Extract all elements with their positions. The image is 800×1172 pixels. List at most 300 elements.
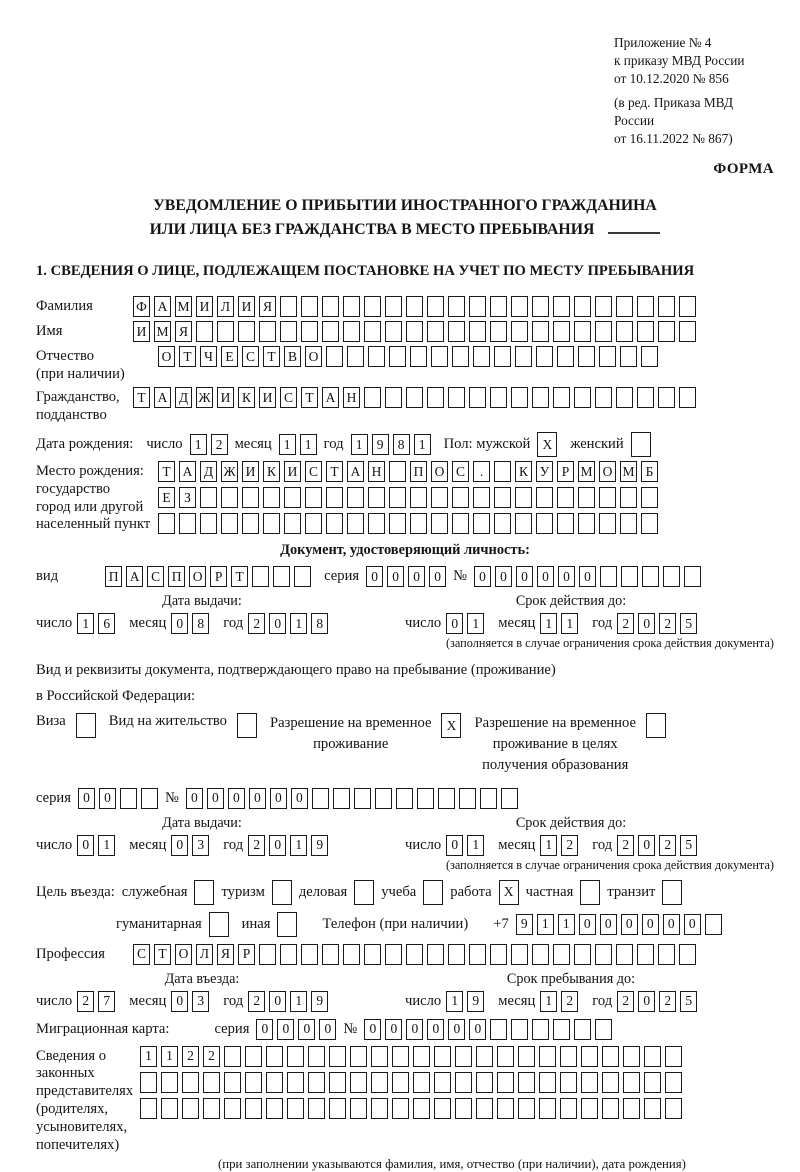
char-cell <box>620 346 637 367</box>
char-cell <box>371 1098 388 1119</box>
limited-validity-note: (заполняется в случае ограничения срока действия документа) <box>445 636 774 651</box>
char-cell: 8 <box>393 434 410 455</box>
char-cell <box>476 1098 493 1119</box>
char-cell: Л <box>196 944 213 965</box>
char-cell: О <box>305 346 322 367</box>
day-label: число <box>36 992 73 1009</box>
char-cell <box>182 1098 199 1119</box>
char-cell <box>473 487 490 508</box>
char-cell <box>553 944 570 965</box>
char-cell <box>350 1072 367 1093</box>
char-cell: 1 <box>558 914 575 935</box>
char-cell: 0 <box>600 914 617 935</box>
char-cell <box>616 296 633 317</box>
char-cell: 1 <box>351 434 368 455</box>
birth-day-cells <box>190 434 228 455</box>
char-cell: 0 <box>387 566 404 587</box>
issue-date-col <box>36 815 405 856</box>
char-cell <box>329 1072 346 1093</box>
char-cell: 0 <box>385 1019 402 1040</box>
visa-item <box>36 713 96 738</box>
char-cell <box>273 566 290 587</box>
entry-day-cells <box>77 991 115 1012</box>
char-cell <box>305 513 322 534</box>
char-cell <box>469 321 486 342</box>
char-cell <box>347 346 364 367</box>
char-cell: Р <box>238 944 255 965</box>
char-cell: 1 <box>290 835 307 856</box>
char-cell: 0 <box>537 566 554 587</box>
char-cell <box>581 1072 598 1093</box>
char-cell <box>497 1098 514 1119</box>
char-cell <box>469 944 486 965</box>
series-label: серия <box>324 568 360 585</box>
char-cell: Т <box>158 461 175 482</box>
char-cell: 1 <box>290 613 307 634</box>
char-cell <box>448 296 465 317</box>
char-cell <box>616 321 633 342</box>
month-label: месяц <box>498 992 536 1009</box>
char-cell: 0 <box>270 788 287 809</box>
char-cell <box>140 1072 157 1093</box>
year-label: год <box>223 615 244 632</box>
legal-reps-label-line: попечителях) <box>36 1136 120 1153</box>
char-cell: 1 <box>540 991 557 1012</box>
char-cell <box>76 713 96 738</box>
char-cell: Т <box>231 566 248 587</box>
permit-type-row <box>36 713 774 776</box>
char-cell <box>280 296 297 317</box>
char-cell: 1 <box>540 613 557 634</box>
char-cell <box>599 487 616 508</box>
char-cell <box>658 387 675 408</box>
char-cell <box>557 513 574 534</box>
char-cell <box>385 387 402 408</box>
char-cell <box>600 566 617 587</box>
char-cell: М <box>154 321 171 342</box>
char-cell: 0 <box>579 566 596 587</box>
char-cell <box>595 321 612 342</box>
purpose-prefix: Цель въезда: <box>36 883 115 900</box>
char-cell: О <box>431 461 448 482</box>
doc-kind-cells <box>105 566 311 587</box>
visa-label: Виза <box>36 713 66 730</box>
char-cell <box>665 1072 682 1093</box>
purpose-private-checkbox <box>580 880 600 905</box>
char-cell <box>431 346 448 367</box>
char-cell <box>473 513 490 534</box>
char-cell: С <box>452 461 469 482</box>
char-cell <box>490 296 507 317</box>
number-label: № <box>164 789 179 806</box>
char-cell <box>371 1072 388 1093</box>
char-cell <box>515 346 532 367</box>
char-cell: 1 <box>467 613 484 634</box>
char-cell: 0 <box>78 788 95 809</box>
char-cell: 0 <box>427 1019 444 1040</box>
profession-label: Профессия <box>36 945 105 962</box>
char-cell <box>599 513 616 534</box>
patronymic-row <box>36 346 774 384</box>
series-label: серия <box>214 1020 250 1037</box>
temp-permit-checkbox <box>441 713 461 738</box>
char-cell: 2 <box>659 835 676 856</box>
char-cell <box>305 487 322 508</box>
char-cell <box>364 944 381 965</box>
char-cell: С <box>305 461 322 482</box>
number-label: № <box>343 1020 358 1037</box>
char-cell <box>308 1072 325 1093</box>
char-cell <box>259 321 276 342</box>
char-cell <box>368 513 385 534</box>
char-cell <box>637 321 654 342</box>
char-cell <box>322 944 339 965</box>
temp-permit-edu-label <box>474 713 635 776</box>
char-cell <box>620 487 637 508</box>
char-cell <box>536 487 553 508</box>
char-cell <box>684 566 701 587</box>
char-cell <box>644 1046 661 1067</box>
char-cell <box>287 1072 304 1093</box>
char-cell: Л <box>217 296 234 317</box>
char-cell: 0 <box>99 788 116 809</box>
char-cell <box>308 1098 325 1119</box>
char-cell: И <box>259 387 276 408</box>
char-cell <box>140 1098 157 1119</box>
char-cell: Т <box>133 387 150 408</box>
char-cell <box>553 1019 570 1040</box>
char-cell <box>658 944 675 965</box>
char-cell <box>623 1098 640 1119</box>
char-cell <box>557 346 574 367</box>
char-cell: 0 <box>249 788 266 809</box>
char-cell <box>663 566 680 587</box>
char-cell <box>560 1072 577 1093</box>
char-cell <box>658 321 675 342</box>
char-cell <box>427 944 444 965</box>
purpose-work-checkbox <box>499 880 519 905</box>
char-cell: 0 <box>406 1019 423 1040</box>
char-cell <box>333 788 350 809</box>
migration-card-row <box>36 1019 774 1040</box>
char-cell <box>620 513 637 534</box>
char-cell <box>252 566 269 587</box>
char-cell <box>679 321 696 342</box>
char-cell: 0 <box>298 1019 315 1040</box>
char-cell <box>427 387 444 408</box>
char-cell <box>263 513 280 534</box>
char-cell <box>410 513 427 534</box>
char-cell <box>679 944 696 965</box>
purpose-other-checkbox <box>277 912 297 937</box>
char-cell <box>141 788 158 809</box>
char-cell: О <box>189 566 206 587</box>
char-cell: 0 <box>516 566 533 587</box>
char-cell <box>459 788 476 809</box>
char-cell: 0 <box>171 613 188 634</box>
patronymic-label-line: (при наличии) <box>36 365 125 382</box>
residence-series-cells <box>78 788 158 809</box>
stay-until-col <box>405 971 774 1012</box>
char-cell <box>245 1072 262 1093</box>
char-cell <box>532 1019 549 1040</box>
appendix-line: от 10.12.2020 № 856 <box>614 71 729 87</box>
birth-place-cells-row1 <box>158 461 658 482</box>
char-cell: 1 <box>98 835 115 856</box>
identity-doc-row <box>36 566 774 587</box>
temp-permit-edu-label-line: Разрешение на временное <box>474 715 636 732</box>
char-cell: С <box>147 566 164 587</box>
char-cell <box>557 487 574 508</box>
char-cell <box>641 513 658 534</box>
residence-doc-intro <box>36 658 774 709</box>
char-cell <box>642 566 659 587</box>
char-cell <box>469 296 486 317</box>
char-cell <box>511 944 528 965</box>
legal-reps-label-line: усыновителях, <box>36 1118 128 1135</box>
char-cell: 2 <box>617 991 634 1012</box>
birth-place-label-line: город или другой <box>36 498 144 515</box>
char-cell <box>518 1098 535 1119</box>
char-cell <box>455 1072 472 1093</box>
temp-permit-edu-label-line: получения образования <box>482 757 629 774</box>
char-cell: И <box>284 461 301 482</box>
char-cell <box>616 944 633 965</box>
expiry-date-group <box>405 613 774 634</box>
issue-date-heading: Дата выдачи: <box>162 593 242 610</box>
issue-month-cells <box>171 613 209 634</box>
purpose-business-checkbox <box>354 880 374 905</box>
char-cell: 0 <box>638 613 655 634</box>
citizenship-row <box>36 387 774 425</box>
char-cell: И <box>133 321 150 342</box>
migration-card-label: Миграционная карта: <box>36 1020 170 1037</box>
char-cell: 2 <box>248 835 265 856</box>
char-cell: Б <box>641 461 658 482</box>
patronymic-label <box>36 346 158 384</box>
char-cell <box>203 1098 220 1119</box>
char-cell <box>364 296 381 317</box>
expiry-month-cells <box>540 835 578 856</box>
char-cell: З <box>179 487 196 508</box>
char-cell <box>623 1046 640 1067</box>
char-cell: 1 <box>540 835 557 856</box>
char-cell <box>455 1098 472 1119</box>
char-cell: 9 <box>311 991 328 1012</box>
char-cell: 7 <box>98 991 115 1012</box>
char-cell <box>161 1072 178 1093</box>
char-cell <box>389 346 406 367</box>
char-cell: С <box>280 387 297 408</box>
purpose-option-label: транзит <box>607 883 656 900</box>
birth-year-cells <box>351 434 431 455</box>
char-cell <box>385 944 402 965</box>
char-cell <box>560 1098 577 1119</box>
char-cell: А <box>179 461 196 482</box>
char-cell: 1 <box>190 434 207 455</box>
char-cell: Т <box>326 461 343 482</box>
char-cell <box>266 1046 283 1067</box>
char-cell <box>434 1098 451 1119</box>
legal-reps-cells-row2 <box>140 1072 682 1093</box>
char-cell: Ф <box>133 296 150 317</box>
char-cell: Т <box>179 346 196 367</box>
char-cell <box>410 487 427 508</box>
char-cell <box>396 788 413 809</box>
temp-permit-edu-item <box>474 713 665 776</box>
residence-doc-intro-line2: в Российской Федерации: <box>36 687 196 704</box>
issue-month-cells <box>171 835 209 856</box>
char-cell <box>406 387 423 408</box>
year-label: год <box>323 436 344 453</box>
char-cell: 0 <box>621 914 638 935</box>
char-cell: . <box>473 461 490 482</box>
char-cell <box>574 387 591 408</box>
char-cell: 2 <box>248 613 265 634</box>
char-cell: Т <box>154 944 171 965</box>
char-cell <box>287 1046 304 1067</box>
char-cell <box>553 296 570 317</box>
revision-block <box>614 94 774 148</box>
residence-permit-label: Вид на жительство <box>108 713 227 730</box>
char-cell <box>497 1046 514 1067</box>
char-cell <box>196 321 213 342</box>
char-cell <box>194 880 214 905</box>
char-cell <box>518 1046 535 1067</box>
char-cell <box>343 296 360 317</box>
char-cell <box>448 321 465 342</box>
char-cell <box>574 944 591 965</box>
appendix-line: Приложение № 4 <box>614 35 712 50</box>
char-cell <box>602 1098 619 1119</box>
char-cell: Т <box>263 346 280 367</box>
patronymic-cells <box>158 346 658 367</box>
citizenship-cells <box>133 387 696 408</box>
char-cell <box>182 1072 199 1093</box>
char-cell <box>294 566 311 587</box>
temp-permit-edu-checkbox <box>646 713 666 738</box>
char-cell: О <box>599 461 616 482</box>
patronymic-label-line: Отчество <box>36 347 95 364</box>
entry-date-group <box>36 991 405 1012</box>
char-cell <box>266 1098 283 1119</box>
char-cell <box>646 713 666 738</box>
char-cell <box>406 321 423 342</box>
temp-permit-label-line: проживание <box>313 736 389 753</box>
char-cell: Е <box>158 487 175 508</box>
char-cell: 9 <box>372 434 389 455</box>
char-cell <box>595 944 612 965</box>
entry-stay-dates <box>36 971 774 1012</box>
char-cell <box>621 566 638 587</box>
char-cell: Д <box>200 461 217 482</box>
char-cell <box>578 513 595 534</box>
char-cell <box>221 513 238 534</box>
char-cell: 1 <box>77 613 94 634</box>
char-cell <box>375 788 392 809</box>
char-cell: Д <box>175 387 192 408</box>
surname-row <box>36 296 774 317</box>
entry-year-cells <box>248 991 328 1012</box>
char-cell: А <box>126 566 143 587</box>
char-cell: 0 <box>579 914 596 935</box>
doc-number-cells <box>474 566 701 587</box>
residence-number-cells <box>186 788 518 809</box>
char-cell: 0 <box>171 835 188 856</box>
phone-label: Телефон (при наличии) <box>322 915 469 932</box>
char-cell: 2 <box>203 1046 220 1067</box>
char-cell: 0 <box>495 566 512 587</box>
char-cell <box>238 321 255 342</box>
char-cell <box>511 296 528 317</box>
stay-year-cells <box>617 991 697 1012</box>
expiry-date-heading: Срок действия до: <box>515 593 627 610</box>
char-cell <box>417 788 434 809</box>
char-cell: Я <box>175 321 192 342</box>
residence-doc-intro-line1: Вид и реквизиты документа, подтверждающего право на пребывание (проживание) <box>36 662 556 679</box>
char-cell <box>280 321 297 342</box>
char-cell: П <box>410 461 427 482</box>
char-cell: 8 <box>311 613 328 634</box>
char-cell <box>322 296 339 317</box>
char-cell <box>511 1019 528 1040</box>
char-cell <box>364 387 381 408</box>
char-cell: 2 <box>77 991 94 1012</box>
char-cell <box>237 713 257 738</box>
char-cell: 0 <box>684 914 701 935</box>
section1-heading: 1. СВЕДЕНИЯ О ЛИЦЕ, ПОДЛЕЖАЩЕМ ПОСТАНОВКЕ НА УЧЕТ ПО МЕСТУ ПРЕБЫВАНИЯ <box>36 262 695 279</box>
char-cell <box>354 788 371 809</box>
char-cell <box>476 1072 493 1093</box>
char-cell <box>581 1046 598 1067</box>
char-cell: 3 <box>192 991 209 1012</box>
char-cell <box>179 513 196 534</box>
purpose-official-checkbox <box>194 880 214 905</box>
expiry-date-col <box>405 593 774 634</box>
char-cell: 2 <box>659 991 676 1012</box>
birth-date-label: Дата рождения: <box>36 436 134 453</box>
sex-female-label: женский <box>570 436 624 453</box>
char-cell <box>434 1072 451 1093</box>
issue-date-heading: Дата выдачи: <box>162 814 242 831</box>
day-label: число <box>36 836 73 853</box>
char-cell <box>392 1098 409 1119</box>
char-cell: С <box>133 944 150 965</box>
char-cell: И <box>238 296 255 317</box>
month-label: месяц <box>498 836 536 853</box>
char-cell <box>595 296 612 317</box>
char-cell <box>560 1046 577 1067</box>
month-label: месяц <box>129 615 167 632</box>
char-cell <box>518 1072 535 1093</box>
char-cell <box>280 944 297 965</box>
char-cell <box>350 1098 367 1119</box>
purpose-study-checkbox <box>423 880 443 905</box>
purpose-option-label: работа <box>450 883 492 900</box>
purpose-option-label: деловая <box>298 883 348 900</box>
char-cell <box>595 387 612 408</box>
char-cell <box>595 1019 612 1040</box>
char-cell <box>480 788 497 809</box>
char-cell <box>532 944 549 965</box>
char-cell <box>343 944 360 965</box>
char-cell: М <box>175 296 192 317</box>
char-cell <box>343 321 360 342</box>
expiry-year-cells <box>617 613 697 634</box>
char-cell <box>326 513 343 534</box>
char-cell <box>532 387 549 408</box>
issue-date-group <box>36 613 405 634</box>
